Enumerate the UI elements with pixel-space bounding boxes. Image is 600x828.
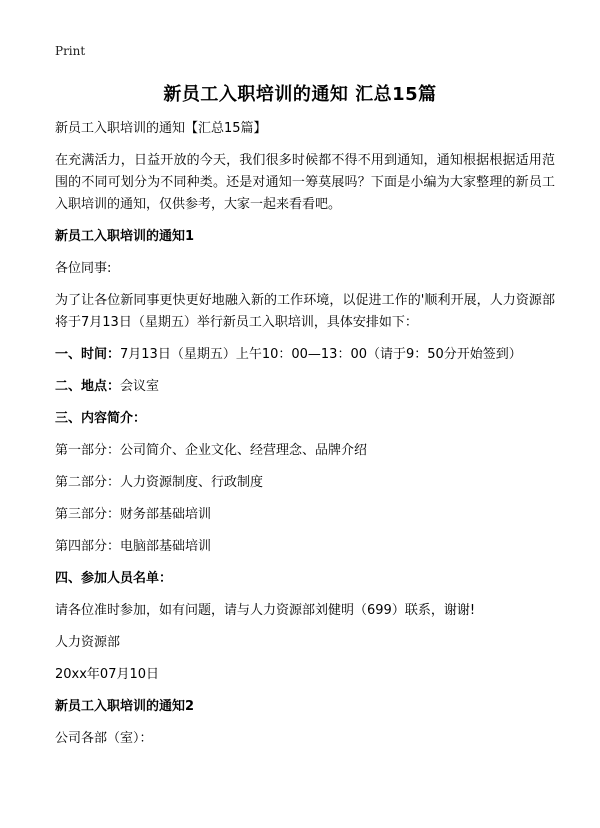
- place-value: 会议室: [120, 379, 160, 394]
- section-heading-2: 新员工入职培训的通知2: [55, 699, 195, 714]
- place-line: [55, 376, 555, 398]
- part-item: 第一部分：公司简介、企业文化、经营理念、品牌介绍: [55, 443, 368, 458]
- part-item: 第二部分：人力资源制度、行政制度: [55, 475, 264, 490]
- part-item: 第四部分：电脑部基础培训: [55, 539, 212, 554]
- document-subtitle: 新员工入职培训的通知【汇总15篇】: [55, 121, 267, 136]
- attendees-label: 四、参加人员名单：: [55, 571, 173, 586]
- page-title: 新员工入职培训的通知 汇总15篇: [163, 84, 437, 105]
- closing-paragraph: 请各位准时参加，如有问题，请与人力资源部刘健明（699）联系，谢谢!: [55, 603, 476, 618]
- signature: 人力资源部: [55, 635, 121, 650]
- section-heading-1: 新员工入职培训的通知1: [55, 229, 195, 244]
- greeting-2: 公司各部（室）：: [55, 731, 153, 746]
- place-label: 二、地点：: [55, 379, 121, 394]
- time-line: [55, 344, 555, 366]
- greeting-1: 各位同事:: [55, 261, 112, 276]
- content-label: 三、内容简介：: [55, 411, 147, 426]
- intro-paragraph: 在充满活力，日益开放的今天，我们很多时候都不得不用到通知，通知根据根据适用范围的不同可划分为不同种类。还是对通知一筹莫展吗？下面是小编为大家整理的新员工入职培训的通知，仅供参考，大家一起来看看吧。: [55, 153, 555, 212]
- time-label: 一、时间：: [55, 347, 121, 362]
- notice-date: 20xx年07月10日: [55, 667, 160, 682]
- document-body: [55, 118, 555, 760]
- print-link[interactable]: Print: [55, 44, 86, 58]
- notice-body: 为了让各位新同事更快更好地融入新的工作环境，以促进工作的'顺利开展，人力资源部将于7月13日（星期五）举行新员工入职培训，具体安排如下：: [55, 293, 555, 330]
- time-value: 7月13日（星期五）上午10：00—13：00（请于9：50分开始签到）: [120, 347, 522, 362]
- part-item: 第三部分：财务部基础培训: [55, 507, 212, 522]
